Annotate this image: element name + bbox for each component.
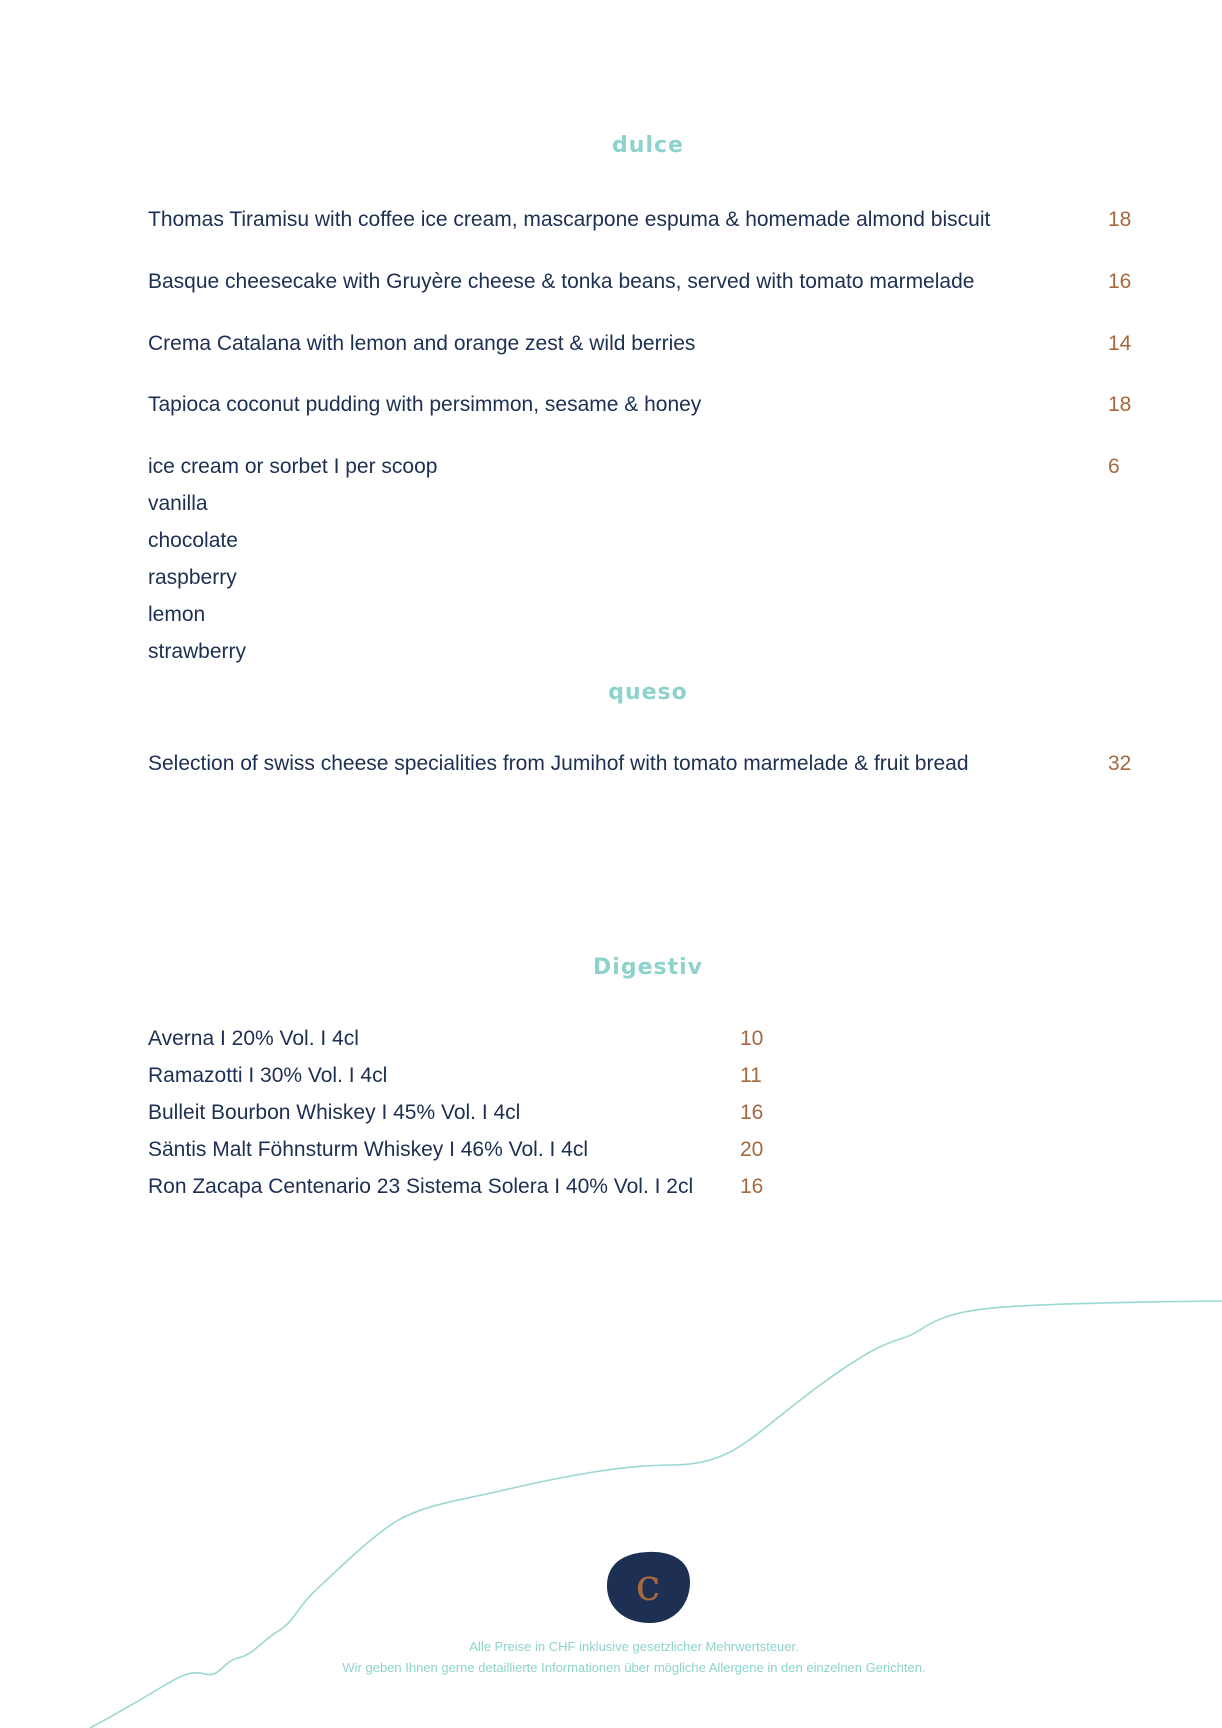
restaurant-logo [605, 1550, 691, 1625]
menu-item-price: 20 [740, 1138, 764, 1161]
menu-item-text: Thomas Tiramisu with coffee ice cream, mascarpone espuma & homemade almond biscuit [148, 208, 991, 231]
menu-item-price: 14 [1108, 332, 1132, 355]
footer-allergen-note: Wir geben Ihnen gerne detaillierte Informationen über mögliche Allergene in den einzelnen Gerichten. [342, 1660, 926, 1675]
menu-item-price: 11 [740, 1064, 762, 1087]
menu-item-text: Bulleit Bourbon Whiskey I 45% Vol. I 4cl [148, 1101, 521, 1124]
section-title-dulce: dulce [612, 133, 684, 158]
flavor-item: raspberry [148, 566, 237, 589]
menu-item-text: Ron Zacapa Centenario 23 Sistema Solera I 40% Vol. I 2cl [148, 1175, 694, 1198]
menu-item-price: 16 [740, 1101, 764, 1124]
menu-item-price: 6 [1108, 455, 1120, 478]
section-title-digestiv: Digestiv [593, 955, 703, 980]
menu-item-price: 16 [740, 1175, 764, 1198]
menu-item-text: Crema Catalana with lemon and orange zest & wild berries [148, 332, 696, 355]
menu-item-price: 18 [1108, 393, 1132, 416]
menu-item-text: Selection of swiss cheese specialities from Jumihof with tomato marmelade & fruit bread [148, 752, 969, 775]
flavor-item: chocolate [148, 529, 238, 552]
menu-item-text: ice cream or sorbet I per scoop [148, 455, 438, 478]
flavor-item: lemon [148, 603, 206, 626]
footer-price-note: Alle Preise in CHF inklusive gesetzlicher Mehrwertsteuer. [469, 1639, 799, 1654]
menu-item-price: 18 [1108, 208, 1132, 231]
menu-item-text: Averna I 20% Vol. I 4cl [148, 1027, 359, 1050]
menu-item-price: 32 [1108, 752, 1132, 775]
menu-item-text: Ramazotti I 30% Vol. I 4cl [148, 1064, 388, 1087]
flavor-item: strawberry [148, 640, 247, 663]
menu-item-price: 16 [1108, 270, 1132, 293]
menu-item-price: 10 [740, 1027, 764, 1050]
menu-item-text: Säntis Malt Föhnsturm Whiskey I 46% Vol. I 4cl [148, 1138, 588, 1161]
flavor-item: vanilla [148, 492, 208, 515]
menu-item-text: Tapioca coconut pudding with persimmon, sesame & honey [148, 393, 702, 416]
logo-letter: c [635, 1560, 661, 1611]
menu-item-text: Basque cheesecake with Gruyère cheese & tonka beans, served with tomato marmelade [148, 270, 975, 293]
section-title-queso: queso [608, 680, 688, 705]
